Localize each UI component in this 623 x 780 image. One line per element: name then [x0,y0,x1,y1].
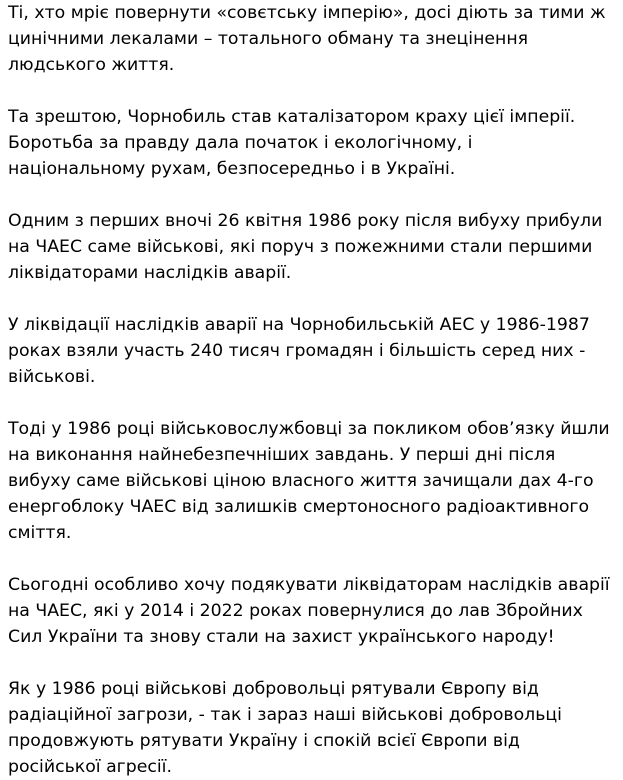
text-line: радіаційної загрози, - так і зараз наші військові добровольці [8,705,562,725]
text-line: У ліквідації наслідків аварії на Чорнобильській АЕС у 1986-1987 [8,315,590,335]
text-line: Боротьба за правду дала початок і екологічному, і [8,133,473,153]
text-line: на ЧАЕС саме військові, які поруч з пожежними стали першими [8,237,593,257]
paragraph-7 [8,676,613,780]
text-line: Одним з перших вночі 26 квітня 1986 року після вибуху прибули [8,211,603,231]
text-line: Сьогодні особливо хочу подякувати ліквідаторам наслідків аварії [8,575,610,595]
text-line: ліквідаторами наслідків аварії. [8,263,292,283]
paragraph-4 [8,312,613,390]
text-line: Тоді у 1986 році військовослужбовці за покликом обов’язку йшли [8,419,610,439]
text-line: Сил України та знову стали на захист українського народу! [8,627,555,647]
paragraph-6 [8,572,613,650]
text-line: Та зрештою, Чорнобиль став каталізатором краху цієї імперії. [8,107,576,127]
text-line: національному рухам, безпосередньо і в Україні. [8,159,456,179]
text-line: продовжують рятувати Україну і спокій всієї Європи від [8,731,520,751]
message-text [8,0,613,780]
paragraph-2 [8,104,613,182]
paragraph-5 [8,416,613,546]
text-line: російської агресії. [8,757,172,777]
text-line: Ті, хто мріє повернути «совєтську імперію», досі діють за тими ж [8,3,606,23]
paragraph-1 [8,0,613,78]
text-line: на ЧАЕС, які у 2014 і 2022 роках повернулися до лав Збройних [8,601,583,621]
text-line: вибуху саме військові ціною власного життя зачищали дах 4-го [8,471,594,491]
text-line: Як у 1986 році військові добровольці рятували Європу від [8,679,539,699]
text-line: цинічними лекалами – тотального обману та знецінення [8,29,529,49]
text-line: енергоблоку ЧАЕС від залишків смертоносного радіоактивного [8,497,590,517]
text-line: на виконання найнебезпечніших завдань. У перші дні після [8,445,556,465]
paragraph-3 [8,208,613,286]
text-line: людського життя. [8,55,175,75]
text-line: військові. [8,367,96,387]
text-line: роках взяли участь 240 тисяч громадян і більшість серед них - [8,341,586,361]
text-line: сміття. [8,523,72,543]
